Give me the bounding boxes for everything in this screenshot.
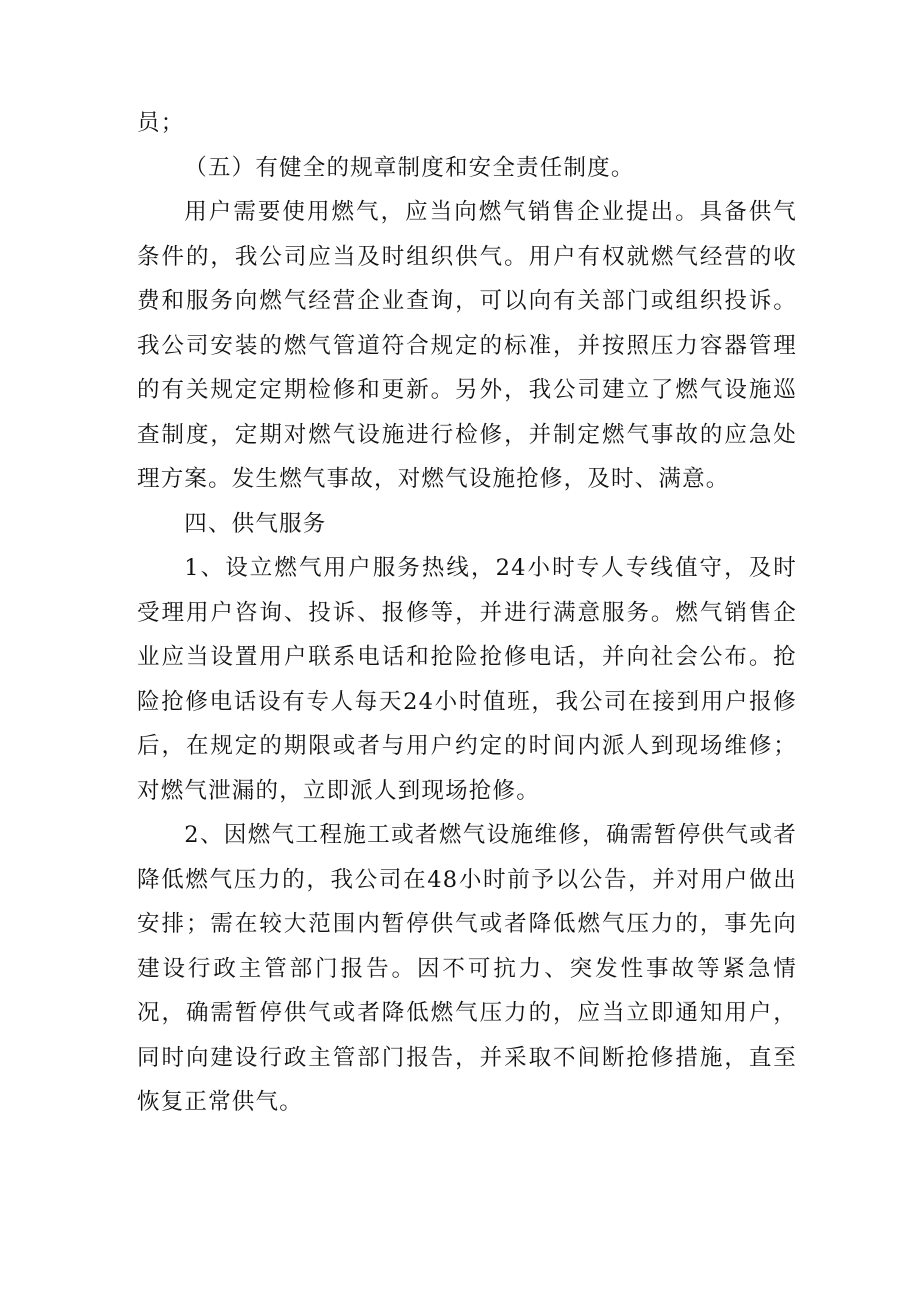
paragraph-service-2: 2、因燃气工程施工或者燃气设施维修，确需暂停供气或者降低燃气压力的，我公司在48小时前予以公告，并对用户做出安排；需在较大范围内暂停供气或者降低燃气压力的，事先向建设行政主管部门报告。因不可抗力、突发性事故等紧急情况，确需暂停供气或者降低燃气压力的，应当立即通知用户，同时向建设行政主管部门报告，并采取不间断抢修措施，直至恢复正常供气。	[137, 822, 797, 1115]
paragraph-service-1: 1、设立燃气用户服务热线，24小时专人专线值守，及时受理用户咨询、投诉、报修等，并进行满意服务。燃气销售企业应当设置用户联系电话和抢险抢修电话，并向社会公布。抢险抢修电话设有专人每天24小时值班，我公司在接到用户报修后，在规定的期限或者与用户约定的时间内派人到现场维修；对燃气泄漏的，立即派人到现场抢修。	[137, 555, 797, 804]
document-body	[137, 101, 797, 1125]
section-heading-supply-service: 四、供气服务	[184, 510, 327, 537]
paragraph-item-five: （五）有健全的规章制度和安全责任制度。	[184, 154, 635, 181]
paragraph-user-needs: 用户需要使用燃气，应当向燃气销售企业提出。具备供气条件的，我公司应当及时组织供气。用户有权就燃气经营的收费和服务向燃气经营企业查询，可以向有关部门或组织投诉。我公司安装的燃气管道符合规定的标准，并按照压力容器管理的有关规定定期检修和更新。另外，我公司建立了燃气设施巡查制度，定期对燃气设施进行检修，并制定燃气事故的应急处理方案。发生燃气事故，对燃气设施抢修，及时、满意。	[137, 199, 797, 492]
paragraph-fragment: 员；	[137, 110, 185, 136]
